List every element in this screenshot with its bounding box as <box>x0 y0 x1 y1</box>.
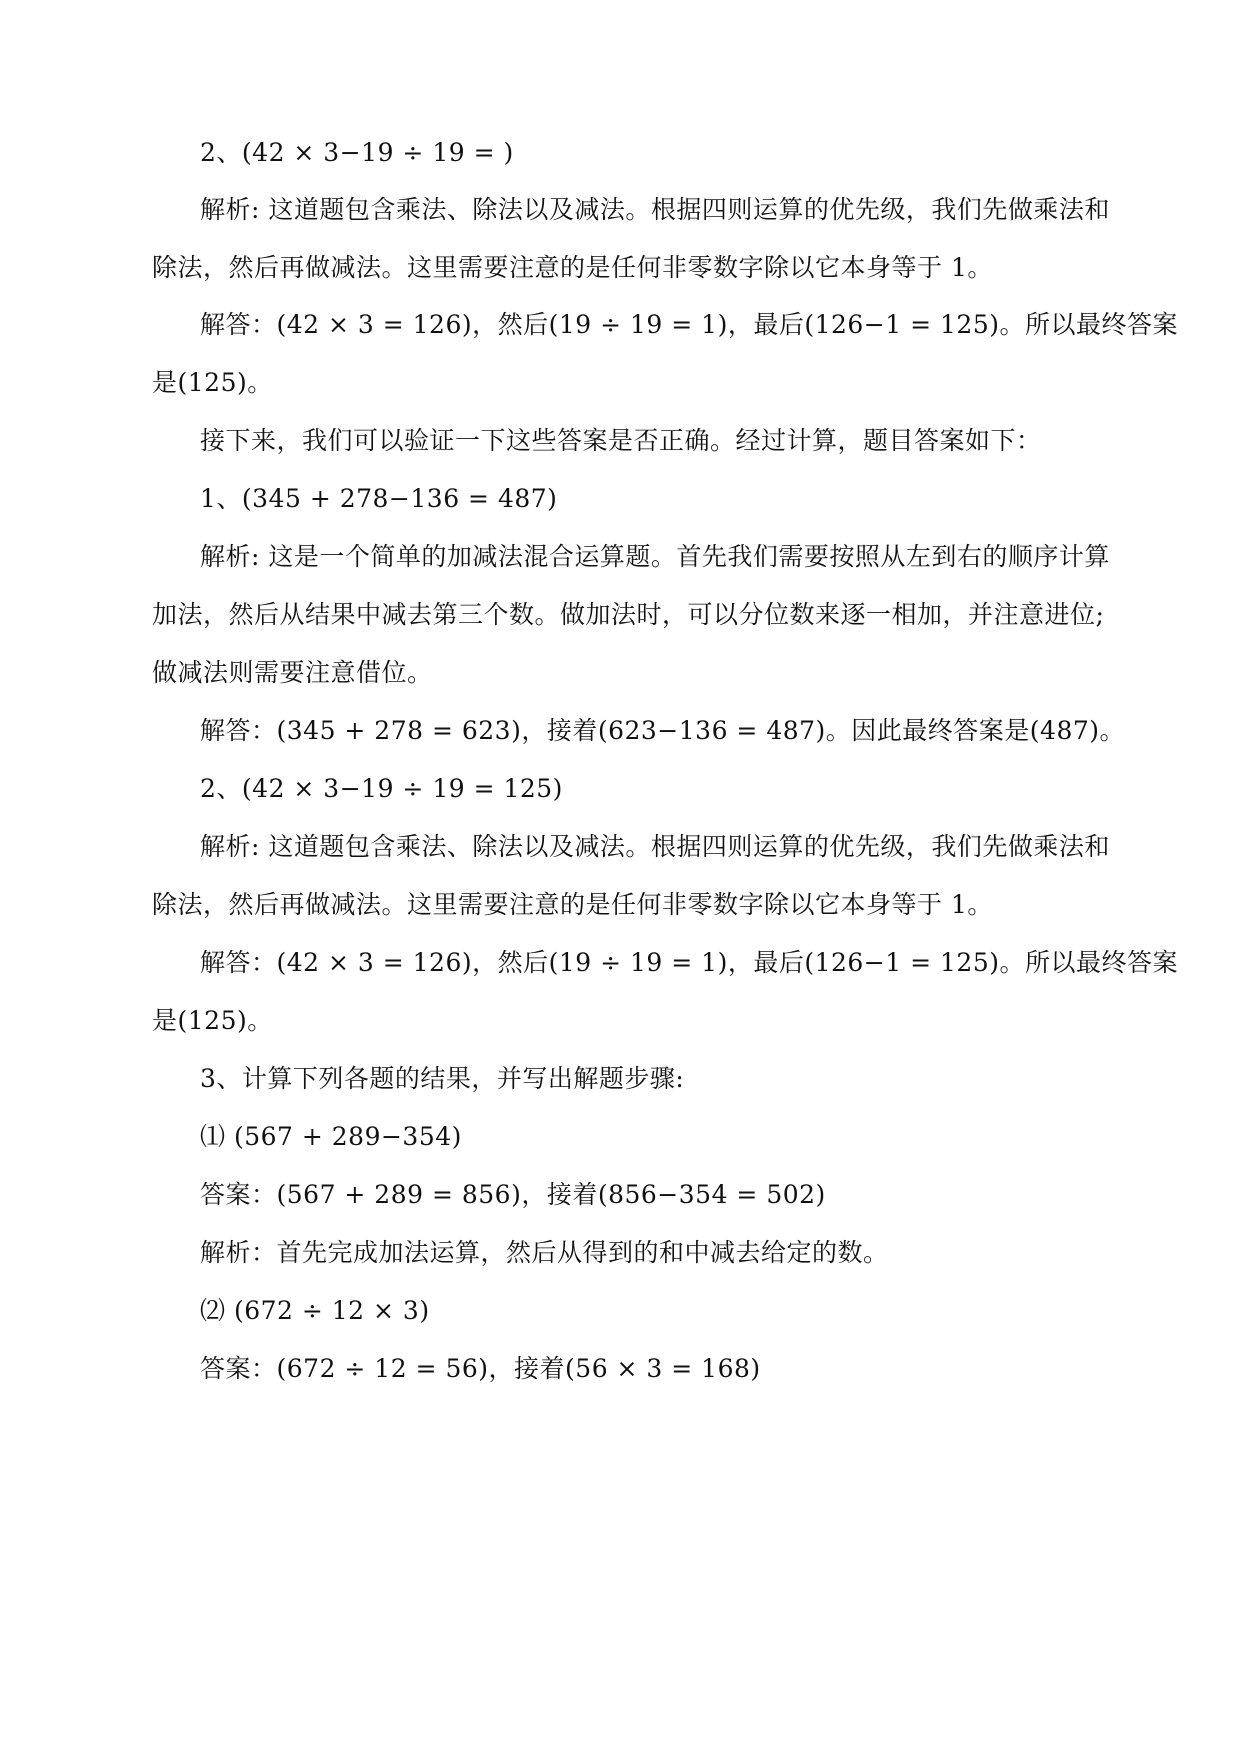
analysis-line: 做减法则需要注意借位。 <box>152 658 433 687</box>
solution-line: 解答：(42 × 3 = 126)，然后(19 ÷ 19 = 1)，最后(126−1 = 125)。所以最终答案 <box>200 948 1178 977</box>
analysis-line: 除法，然后再做减法。这里需要注意的是任何非零数字除以它本身等于 1。 <box>152 890 993 919</box>
problem-2-heading: 2、(42 × 3−19 ÷ 19 = ) <box>200 138 514 167</box>
analysis-line: 加法，然后从结果中减去第三个数。做加法时，可以分位数来逐一相加，并注意进位; <box>152 600 1105 629</box>
subproblem-2-answer: 答案：(672 ÷ 12 = 56)，接着(56 × 3 = 168) <box>200 1354 761 1383</box>
analysis-line: 解析: 这是一个简单的加减法混合运算题。首先我们需要按照从左到右的顺序计算 <box>200 542 1110 571</box>
subproblem-1-answer: 答案：(567 + 289 = 856)，接着(856−354 = 502) <box>200 1180 826 1209</box>
verification-intro: 接下来，我们可以验证一下这些答案是否正确。经过计算，题目答案如下： <box>200 426 1042 455</box>
solution-line: 是(125)。 <box>152 1006 273 1035</box>
analysis-line: 解析: 这道题包含乘法、除法以及减法。根据四则运算的优先级，我们先做乘法和 <box>200 195 1110 224</box>
subproblem-1: ⑴ (567 + 289−354) <box>200 1122 462 1151</box>
solution-line: 解答：(345 + 278 = 623)，接着(623−136 = 487)。因此最终答案是(487)。 <box>200 716 1126 745</box>
problem-2-answer: 2、(42 × 3−19 ÷ 19 = 125) <box>200 774 563 803</box>
solution-line: 是(125)。 <box>152 368 273 397</box>
solution-line: 解答：(42 × 3 = 126)，然后(19 ÷ 19 = 1)，最后(126−1 = 125)。所以最终答案 <box>200 310 1178 339</box>
subproblem-1-analysis: 解析：首先完成加法运算，然后从得到的和中减去给定的数。 <box>200 1238 889 1267</box>
analysis-line: 解析: 这道题包含乘法、除法以及减法。根据四则运算的优先级，我们先做乘法和 <box>200 832 1110 861</box>
problem-1-answer: 1、(345 + 278−136 = 487) <box>200 484 558 513</box>
subproblem-2: ⑵ (672 ÷ 12 × 3) <box>200 1296 430 1325</box>
problem-3-heading: 3、计算下列各题的结果，并写出解题步骤: <box>200 1064 685 1093</box>
analysis-line: 除法，然后再做减法。这里需要注意的是任何非零数字除以它本身等于 1。 <box>152 253 993 282</box>
